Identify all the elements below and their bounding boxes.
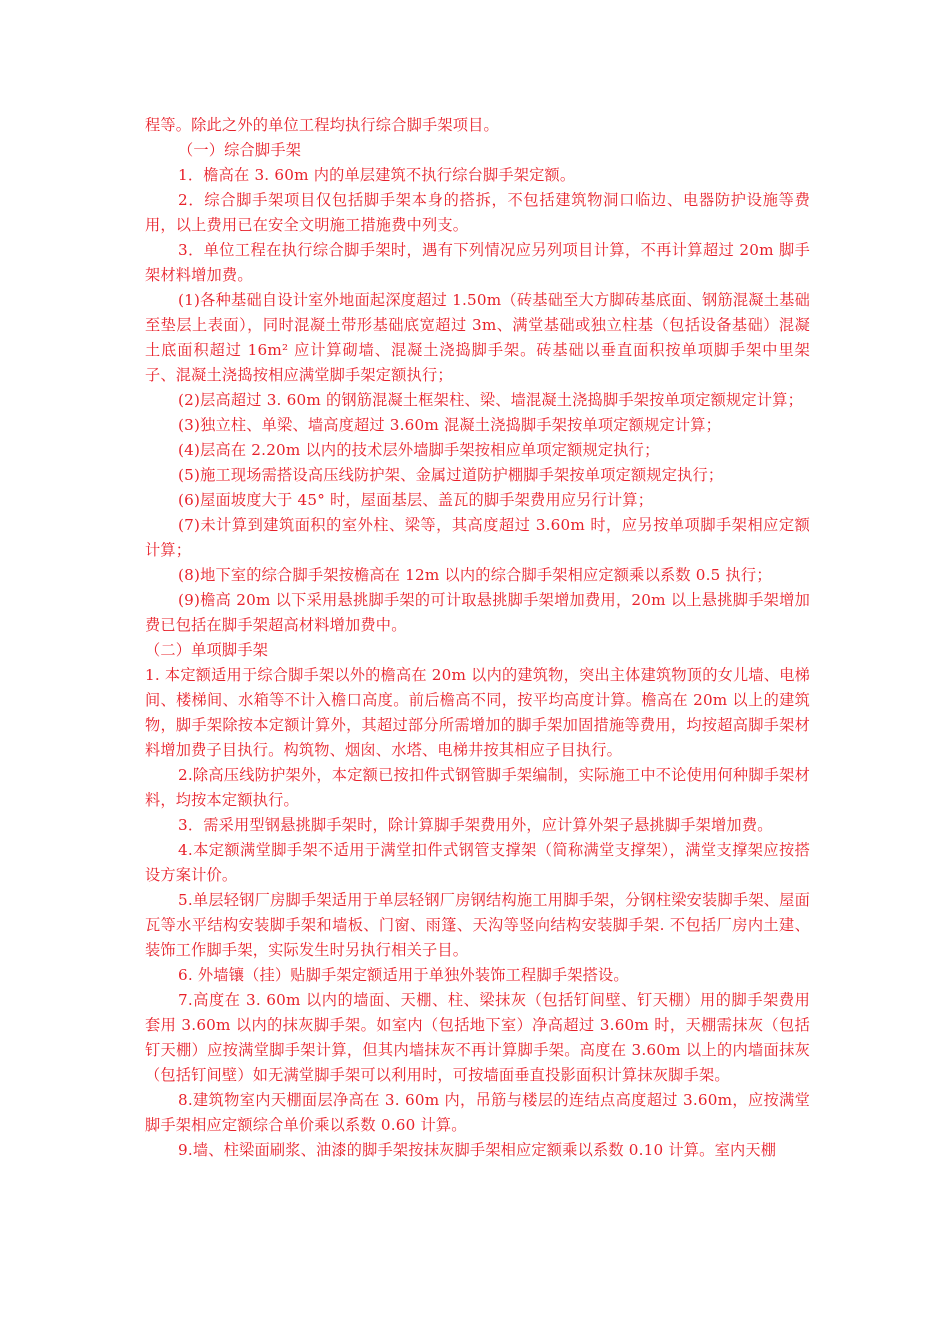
paragraph: 2.除高压线防护架外，本定额已按扣件式钢管脚手架编制，实际施工中不论使用何种脚手架材料，均按本定额执行。 [145,766,810,809]
paragraph: 4.本定额满堂脚手架不适用于满堂扣件式钢管支撑架（简称满堂支撑架），满堂支撑架应按搭设方案计价。 [145,841,810,884]
paragraph: 3．需采用型钢悬挑脚手架时，除计算脚手架费用外，应计算外架子悬挑脚手架增加费。 [178,816,773,834]
paragraph: (4)层高在 2.20m 以内的技术层外墙脚手架按相应单项定额规定执行； [178,441,660,459]
paragraph: 1. 本定额适用于综合脚手架以外的檐高在 20m 以内的建筑物，突出主体建筑物顶的女儿墙、电梯间、楼梯间、水箱等不计入檐口高度。前后檐高不同，按平均高度计算。檐高在 20m 以上的建筑物，脚手架除按本定额计算外，其超过部分所需增加的脚手架加固措施等费用，均按超高脚手架材料增加费子目执行。构筑物、烟囱、水塔、电梯井按其相应子目执行。 [145,666,810,759]
paragraph: (8)地下室的综合脚手架按檐高在 12m 以内的综合脚手架相应定额乘以系数 0.5 执行； [178,566,772,584]
paragraph: (7)未计算到建筑面积的室外柱、梁等，其高度超过 3.60m 时，应另按单项脚手架相应定额计算； [145,516,810,559]
paragraph: 8.建筑物室内天棚面层净高在 3. 60m 内，吊筋与楼层的连结点高度超过 3.60m，应按满堂脚手架相应定额综合单价乘以系数 0.60 计算。 [145,1091,810,1134]
paragraph: (1)各种基础自设计室外地面起深度超过 1.50m（砖基础至大方脚砖基底面、钢筋混凝土基础至垫层上表面），同时混凝土带形基础底宽超过 3m、满堂基础或独立柱基（包括设备基础）混凝土底面积超过 16m² 应计算砌墙、混凝土浇捣脚手架。砖基础以垂直面积按单项脚手架中里架子、混凝土浇捣按相应满堂脚手架定额执行； [145,291,810,384]
paragraph: 5.单层轻钢厂房脚手架适用于单层轻钢厂房钢结构施工用脚手架，分钢柱梁安装脚手架、屋面瓦等水平结构安装脚手架和墙板、门窗、雨篷、天沟等竖向结构安装脚手架. 不包括厂房内土建、装饰工作脚手架，实际发生时另执行相关子目。 [145,891,810,959]
paragraph: (6)屋面坡度大于 45° 时，屋面基层、盖瓦的脚手架费用应另行计算； [178,491,654,509]
paragraph: 9.墙、柱梁面刷浆、油漆的脚手架按抹灰脚手架相应定额乘以系数 0.10 计算。室内天棚 [178,1141,777,1159]
paragraph: (5)施工现场需搭设高压线防护架、金属过道防护棚脚手架按单项定额规定执行； [178,466,724,484]
paragraph: (3)独立柱、单梁、墙高度超过 3.60m 混凝土浇捣脚手架按单项定额规定计算； [178,416,722,434]
paragraph: 2．综合脚手架项目仅包括脚手架本身的搭拆，不包括建筑物洞口临边、电器防护设施等费用，以上费用已在安全文明施工措施费中列支。 [145,191,810,234]
paragraph: 6. 外墙镶（挂）贴脚手架定额适用于单独外装饰工程脚手架搭设。 [178,966,629,984]
paragraph: (2)层高超过 3. 60m 的钢筋混凝土框架柱、梁、墙混凝土浇捣脚手架按单项定额规定计算； [178,391,803,409]
section-heading: （二）单项脚手架 [145,641,269,659]
paragraph: 7.高度在 3. 60m 以内的墙面、天棚、柱、梁抹灰（包括钉间壁、钉天棚）用的脚手架费用套用 3.60m 以内的抹灰脚手架。如室内（包括地下室）净高超过 3.60m 时，天棚需抹灰（包括钉天棚）应按满堂脚手架计算，但其内墙抹灰不再计算脚手架。高度在 3.60m 以上的内墙面抹灰（包括钉间壁）如无满堂脚手架可以利用时，可按墙面垂直投影面积计算抹灰脚手架。 [145,991,810,1084]
paragraph: 1．檐高在 3. 60m 内的单层建筑不执行综台脚手架定额。 [178,166,576,184]
section-heading: （一）综合脚手架 [178,141,302,159]
paragraph: 3．单位工程在执行综合脚手架时，遇有下列情况应另列项目计算，不再计算超过 20m 脚手架材料增加费。 [145,241,810,284]
paragraph: (9)檐高 20m 以下采用悬挑脚手架的可计取悬挑脚手架增加费用，20m 以上悬挑脚手架增加费已包括在脚手架超高材料增加费中。 [145,591,810,634]
document-body [145,113,810,1163]
paragraph: 程等。除此之外的单位工程均执行综合脚手架项目。 [145,116,499,134]
